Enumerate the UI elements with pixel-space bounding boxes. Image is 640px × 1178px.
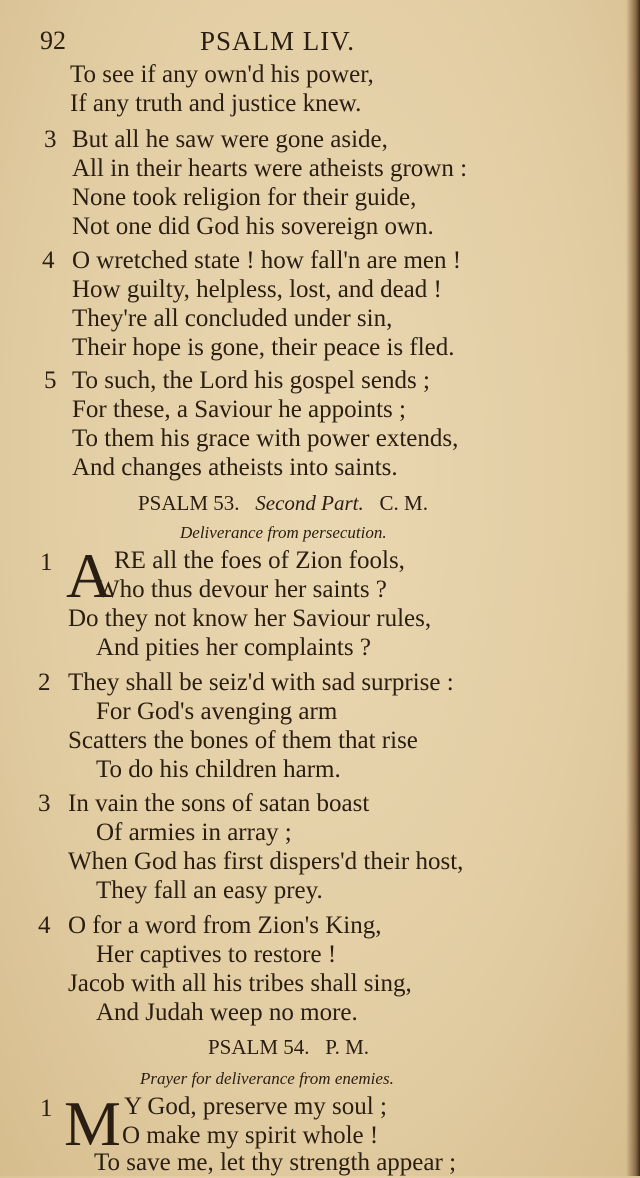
section-subtitle: Prayer for deliverance from enemies. xyxy=(140,1069,394,1088)
verse-number: 1 xyxy=(40,1095,53,1122)
verse-line: To save me, let thy strength appear ; xyxy=(94,1149,457,1176)
verse-line: And pities her complaints ? xyxy=(96,634,371,661)
verse-line: Of armies in array ; xyxy=(96,819,292,846)
verse-line: Jacob with all his tribes shall sing, xyxy=(68,970,412,997)
running-title: PSALM LIV. xyxy=(200,26,356,56)
verse-line: Who thus devour her saints ? xyxy=(96,576,387,603)
verse-line: RE all the foes of Zion fools, xyxy=(114,547,405,574)
psalm-part: Second Part. xyxy=(255,491,364,515)
section-heading xyxy=(208,1032,369,1062)
verse-line: To them his grace with power extends, xyxy=(72,425,459,452)
verse-line: To such, the Lord his gospel sends ; xyxy=(72,367,430,394)
verse-line: Do they not know her Saviour rules, xyxy=(68,605,432,632)
section-subtitle: Deliverance from persecution. xyxy=(180,523,387,542)
verse-line: In vain the sons of satan boast xyxy=(68,790,370,817)
verse-line: To see if any own'd his power, xyxy=(70,61,374,88)
verse-line: If any truth and justice knew. xyxy=(70,90,362,117)
verse-number: 2 xyxy=(38,669,51,696)
verse-number: 4 xyxy=(42,247,55,274)
verse-line: Y God, preserve my soul ; xyxy=(124,1093,387,1120)
page-edge xyxy=(626,0,640,1176)
verse-line: And changes atheists into saints. xyxy=(72,454,398,481)
psalm-meter: P. M. xyxy=(325,1035,370,1059)
verse-line: Scatters the bones of them that rise xyxy=(68,727,418,754)
drop-cap: A xyxy=(66,540,113,611)
verse-line: To do his children harm. xyxy=(96,756,341,783)
verse-number: 4 xyxy=(38,912,51,939)
verse-number: 3 xyxy=(44,126,57,153)
drop-cap: M xyxy=(64,1088,121,1159)
page-number: 92 xyxy=(40,26,66,55)
verse-line: Their hope is gone, their peace is fled. xyxy=(72,334,455,361)
verse-line: O make my spirit whole ! xyxy=(122,1122,379,1149)
verse-number: 5 xyxy=(44,367,57,394)
verse-line: O for a word from Zion's King, xyxy=(68,912,382,939)
verse-number: 3 xyxy=(38,790,51,817)
verse-line: All in their hearts were atheists grown : xyxy=(72,155,468,182)
verse-line: They're all concluded under sin, xyxy=(72,305,393,332)
verse-number: 1 xyxy=(40,549,53,576)
psalm-title: PSALM 54. xyxy=(208,1035,310,1059)
section-heading xyxy=(138,488,428,518)
verse-line: For these, a Saviour he appoints ; xyxy=(72,396,406,423)
verse-line: None took religion for their guide, xyxy=(72,184,417,211)
verse-line: For God's avenging arm xyxy=(96,698,338,725)
verse-line: How guilty, helpless, lost, and dead ! xyxy=(72,276,442,303)
verse-line: They fall an easy prey. xyxy=(96,877,323,904)
verse-line: Her captives to restore ! xyxy=(96,941,337,968)
psalm-title: PSALM 53. xyxy=(138,491,240,515)
verse-line: Not one did God his sovereign own. xyxy=(72,213,434,240)
verse-line: When God has first dispers'd their host, xyxy=(68,848,464,875)
verse-line: O wretched state ! how fall'n are men ! xyxy=(72,247,462,274)
verse-line: But all he saw were gone aside, xyxy=(72,126,388,153)
verse-line: And Judah weep no more. xyxy=(96,999,358,1026)
psalm-meter: C. M. xyxy=(379,491,428,515)
verse-line: They shall be seiz'd with sad surprise : xyxy=(68,669,454,696)
